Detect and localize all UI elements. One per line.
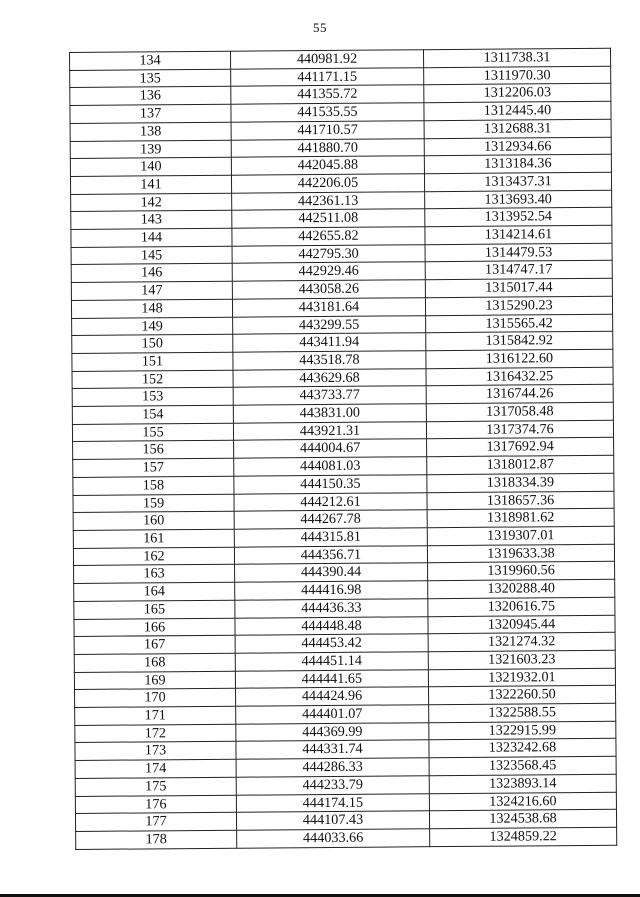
x-coordinate-cell: 444315.81: [234, 528, 427, 547]
x-coordinate-cell: 442511.08: [232, 209, 425, 228]
point-number-cell: 154: [72, 405, 233, 424]
y-coordinate-cell: 1322588.55: [429, 703, 616, 722]
y-coordinate-cell: 1320288.40: [428, 579, 615, 598]
x-coordinate-cell: 443733.77: [233, 386, 426, 405]
x-coordinate-cell: 444233.79: [236, 776, 429, 795]
x-coordinate-cell: 444448.48: [235, 616, 428, 635]
y-coordinate-cell: 1312934.66: [424, 137, 611, 156]
x-coordinate-cell: 444356.71: [234, 545, 427, 564]
y-coordinate-cell: 1321932.01: [428, 668, 615, 687]
point-number-cell: 169: [74, 671, 235, 690]
y-coordinate-cell: 1324859.22: [430, 827, 617, 846]
y-coordinate-cell: 1315842.92: [426, 331, 613, 350]
point-number-cell: 138: [70, 122, 231, 141]
y-coordinate-cell: 1314747.17: [425, 261, 612, 280]
y-coordinate-cell: 1321603.23: [428, 650, 615, 669]
point-number-cell: 170: [75, 689, 236, 708]
point-number-cell: 151: [72, 352, 233, 371]
y-coordinate-cell: 1324216.60: [429, 792, 616, 811]
y-coordinate-cell: 1317374.76: [426, 420, 613, 439]
page-number: 55: [313, 20, 327, 35]
point-number-cell: 134: [70, 51, 231, 70]
x-coordinate-cell: 443181.64: [232, 298, 425, 317]
table-row: [76, 827, 617, 849]
x-coordinate-cell: 442795.30: [232, 244, 425, 263]
x-coordinate-cell: 444150.35: [234, 475, 427, 494]
x-coordinate-cell: 442929.46: [232, 262, 425, 281]
x-coordinate-cell: 444331.74: [236, 740, 429, 759]
point-number-cell: 144: [71, 228, 232, 247]
y-coordinate-cell: 1323568.45: [429, 756, 616, 775]
point-number-cell: 135: [70, 69, 231, 88]
point-number-cell: 143: [71, 211, 232, 230]
x-coordinate-cell: 441171.15: [231, 67, 424, 86]
y-coordinate-cell: 1313693.40: [425, 190, 612, 209]
x-coordinate-cell: 442655.82: [232, 227, 425, 246]
x-coordinate-cell: 441535.55: [231, 103, 424, 122]
point-number-cell: 146: [71, 264, 232, 283]
y-coordinate-cell: 1317058.48: [426, 402, 613, 421]
point-number-cell: 160: [73, 511, 234, 530]
y-coordinate-cell: 1312688.31: [424, 119, 611, 138]
point-number-cell: 152: [72, 370, 233, 389]
point-number-cell: 176: [75, 795, 236, 814]
y-coordinate-cell: 1323242.68: [429, 739, 616, 758]
point-number-cell: 165: [74, 600, 235, 619]
y-coordinate-cell: 1316744.26: [426, 385, 613, 404]
point-number-cell: 139: [70, 140, 231, 159]
point-number-cell: 140: [70, 157, 231, 176]
point-number-cell: 173: [75, 742, 236, 761]
y-coordinate-cell: 1317692.94: [427, 438, 614, 457]
y-coordinate-cell: 1312445.40: [424, 101, 611, 120]
x-coordinate-cell: 444441.65: [235, 669, 428, 688]
point-number-cell: 137: [70, 104, 231, 123]
point-number-cell: 174: [75, 759, 236, 778]
point-number-cell: 175: [75, 777, 236, 796]
y-coordinate-cell: 1315565.42: [426, 314, 613, 333]
y-coordinate-cell: 1318981.62: [427, 509, 614, 528]
point-number-cell: 158: [73, 476, 234, 495]
x-coordinate-cell: 444174.15: [236, 793, 429, 812]
point-number-cell: 156: [73, 441, 234, 460]
x-coordinate-cell: 444286.33: [236, 758, 429, 777]
x-coordinate-cell: 441880.70: [231, 138, 424, 157]
x-coordinate-cell: 444004.67: [234, 439, 427, 458]
y-coordinate-cell: 1322915.99: [429, 721, 616, 740]
point-number-cell: 145: [71, 246, 232, 265]
point-number-cell: 155: [72, 423, 233, 442]
y-coordinate-cell: 1314479.53: [425, 243, 612, 262]
point-number-cell: 136: [70, 87, 231, 106]
coordinates-table-body: [70, 48, 617, 849]
point-number-cell: 172: [75, 724, 236, 743]
x-coordinate-cell: 444081.03: [234, 457, 427, 476]
point-number-cell: 178: [76, 830, 237, 849]
y-coordinate-cell: 1313952.54: [425, 208, 612, 227]
point-number-cell: 161: [73, 529, 234, 548]
y-coordinate-cell: 1312206.03: [424, 84, 611, 103]
y-coordinate-cell: 1320945.44: [428, 615, 615, 634]
x-coordinate-cell: 442361.13: [232, 191, 425, 210]
y-coordinate-cell: 1313437.31: [424, 172, 611, 191]
x-coordinate-cell: 444212.61: [234, 492, 427, 511]
y-coordinate-cell: 1316122.60: [426, 349, 613, 368]
y-coordinate-cell: 1316432.25: [426, 367, 613, 386]
point-number-cell: 141: [70, 175, 231, 194]
point-number-cell: 148: [71, 299, 232, 318]
x-coordinate-cell: 444416.98: [235, 581, 428, 600]
x-coordinate-cell: 444033.66: [237, 829, 430, 848]
y-coordinate-cell: 1311970.30: [424, 66, 611, 85]
x-coordinate-cell: 443921.31: [233, 421, 426, 440]
y-coordinate-cell: 1318334.39: [427, 473, 614, 492]
x-coordinate-cell: 444424.96: [236, 687, 429, 706]
x-coordinate-cell: 442045.88: [231, 156, 424, 175]
y-coordinate-cell: 1311738.31: [423, 48, 610, 67]
point-number-cell: 159: [73, 494, 234, 513]
x-coordinate-cell: 441355.72: [231, 85, 424, 104]
x-coordinate-cell: 443629.68: [233, 368, 426, 387]
point-number-cell: 142: [71, 193, 232, 212]
x-coordinate-cell: 442206.05: [231, 174, 424, 193]
x-coordinate-cell: 443831.00: [233, 404, 426, 423]
x-coordinate-cell: 443518.78: [233, 351, 426, 370]
x-coordinate-cell: 441710.57: [231, 121, 424, 140]
y-coordinate-cell: 1324538.68: [429, 809, 616, 828]
point-number-cell: 153: [72, 388, 233, 407]
x-coordinate-cell: 444390.44: [235, 563, 428, 582]
y-coordinate-cell: 1315017.44: [425, 278, 612, 297]
x-coordinate-cell: 443299.55: [233, 315, 426, 334]
point-number-cell: 147: [71, 281, 232, 300]
point-number-cell: 163: [74, 565, 235, 584]
x-coordinate-cell: 443411.94: [233, 333, 426, 352]
coordinates-table: [69, 48, 617, 850]
y-coordinate-cell: 1318657.36: [427, 491, 614, 510]
point-number-cell: 150: [72, 334, 233, 353]
y-coordinate-cell: 1319633.38: [427, 544, 614, 563]
x-coordinate-cell: 444436.33: [235, 598, 428, 617]
point-number-cell: 177: [75, 812, 236, 831]
y-coordinate-cell: 1313184.36: [424, 154, 611, 173]
x-coordinate-cell: 443058.26: [232, 280, 425, 299]
y-coordinate-cell: 1318012.87: [427, 455, 614, 474]
point-number-cell: 157: [73, 458, 234, 477]
point-number-cell: 167: [74, 635, 235, 654]
point-number-cell: 149: [72, 317, 233, 336]
y-coordinate-cell: 1321274.32: [428, 632, 615, 651]
x-coordinate-cell: 444401.07: [236, 705, 429, 724]
y-coordinate-cell: 1314214.61: [425, 225, 612, 244]
y-coordinate-cell: 1322260.50: [428, 686, 615, 705]
x-coordinate-cell: 444369.99: [236, 722, 429, 741]
x-coordinate-cell: 444267.78: [234, 510, 427, 529]
y-coordinate-cell: 1315290.23: [425, 296, 612, 315]
point-number-cell: 166: [74, 618, 235, 637]
x-coordinate-cell: 444451.14: [235, 652, 428, 671]
x-coordinate-cell: 440981.92: [230, 50, 423, 69]
point-number-cell: 164: [74, 582, 235, 601]
y-coordinate-cell: 1323893.14: [429, 774, 616, 793]
point-number-cell: 162: [73, 547, 234, 566]
y-coordinate-cell: 1320616.75: [428, 597, 615, 616]
point-number-cell: 171: [75, 706, 236, 725]
x-coordinate-cell: 444453.42: [235, 634, 428, 653]
point-number-cell: 168: [74, 653, 235, 672]
x-coordinate-cell: 444107.43: [236, 811, 429, 830]
y-coordinate-cell: 1319307.01: [427, 526, 614, 545]
y-coordinate-cell: 1319960.56: [428, 562, 615, 581]
